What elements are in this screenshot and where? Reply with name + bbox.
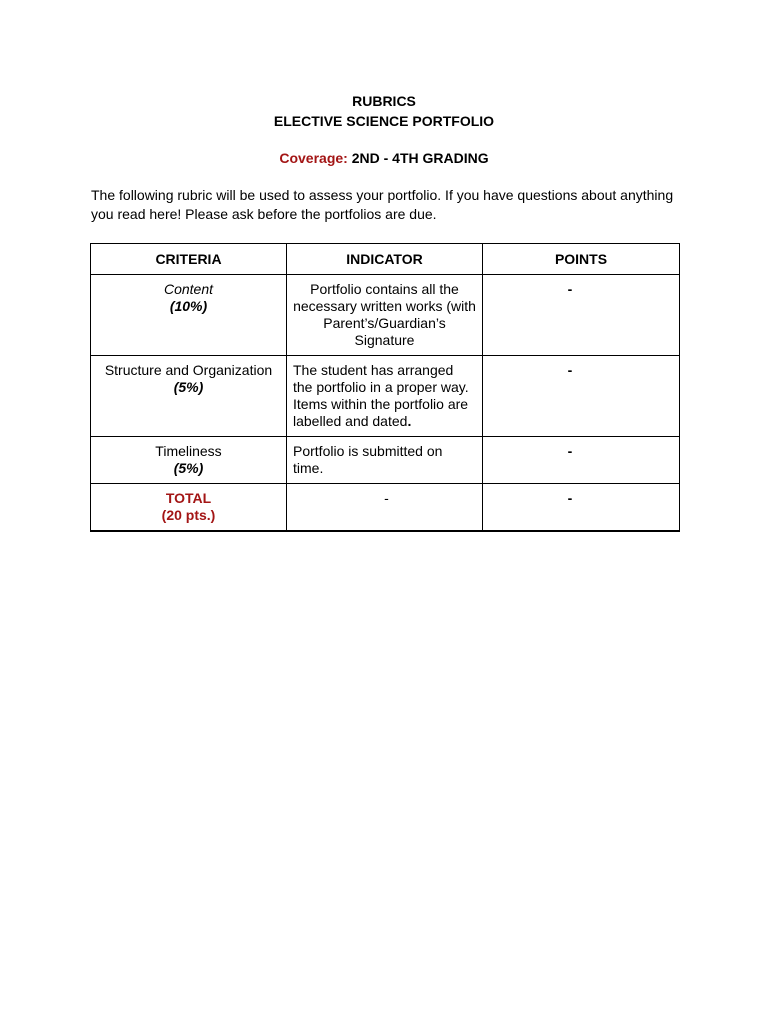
criteria-cell: [91, 437, 287, 484]
indicator-text: -: [384, 490, 389, 506]
criteria-weight: (5%): [173, 460, 204, 476]
header-points: POINTS: [483, 244, 680, 275]
points-value: -: [567, 443, 573, 459]
points-cell: [483, 275, 680, 356]
criteria-weight: (5%): [173, 379, 204, 395]
coverage-value: 2ND - 4TH GRADING: [351, 150, 489, 166]
indicator-cell: [287, 437, 483, 484]
indicator-text: Portfolio is submitted on time.: [293, 443, 443, 476]
points-value: -: [567, 490, 573, 506]
total-label: TOTAL: [165, 490, 212, 506]
intro-paragraph: The following rubric will be used to assess your portfolio. If you have questions about anything you read here! Please ask before the portfolios are due.: [91, 187, 674, 222]
document-subtitle: ELECTIVE SCIENCE PORTFOLIO: [273, 113, 495, 129]
header-criteria: CRITERIA: [91, 244, 287, 275]
table-header-row: [91, 244, 680, 275]
criteria-label: Content: [163, 281, 214, 297]
rubric-table: [90, 243, 680, 532]
indicator-text: The student has arranged the portfolio in a proper way. Items within the portfolio are labelled and dated: [293, 362, 469, 429]
coverage-label: Coverage:: [279, 150, 348, 166]
coverage-line: [0, 149, 768, 167]
table-row: [91, 275, 680, 356]
criteria-cell: [91, 275, 287, 356]
header-indicator: INDICATOR: [287, 244, 483, 275]
criteria-label: Timeliness: [155, 443, 222, 459]
points-cell: [483, 484, 680, 532]
points-cell: [483, 356, 680, 437]
table-row: [91, 437, 680, 484]
document-title: RUBRICS: [352, 93, 416, 109]
criteria-label: Structure and Organization: [104, 362, 273, 378]
criteria-weight: (10%): [169, 298, 208, 314]
points-value: -: [567, 281, 573, 297]
indicator-cell: [287, 275, 483, 356]
indicator-end-mark: .: [407, 413, 412, 429]
table-row: [91, 356, 680, 437]
indicator-text: Portfolio contains all the necessary written works (with Parent’s/Guardian’s Signature: [293, 281, 476, 348]
criteria-cell: [91, 356, 287, 437]
criteria-cell: [91, 484, 287, 532]
points-cell: [483, 437, 680, 484]
indicator-cell: [287, 484, 483, 532]
points-value: -: [567, 362, 573, 378]
indicator-cell: [287, 356, 483, 437]
table-row-total: [91, 484, 680, 532]
total-points: (20 pts.): [161, 507, 216, 523]
